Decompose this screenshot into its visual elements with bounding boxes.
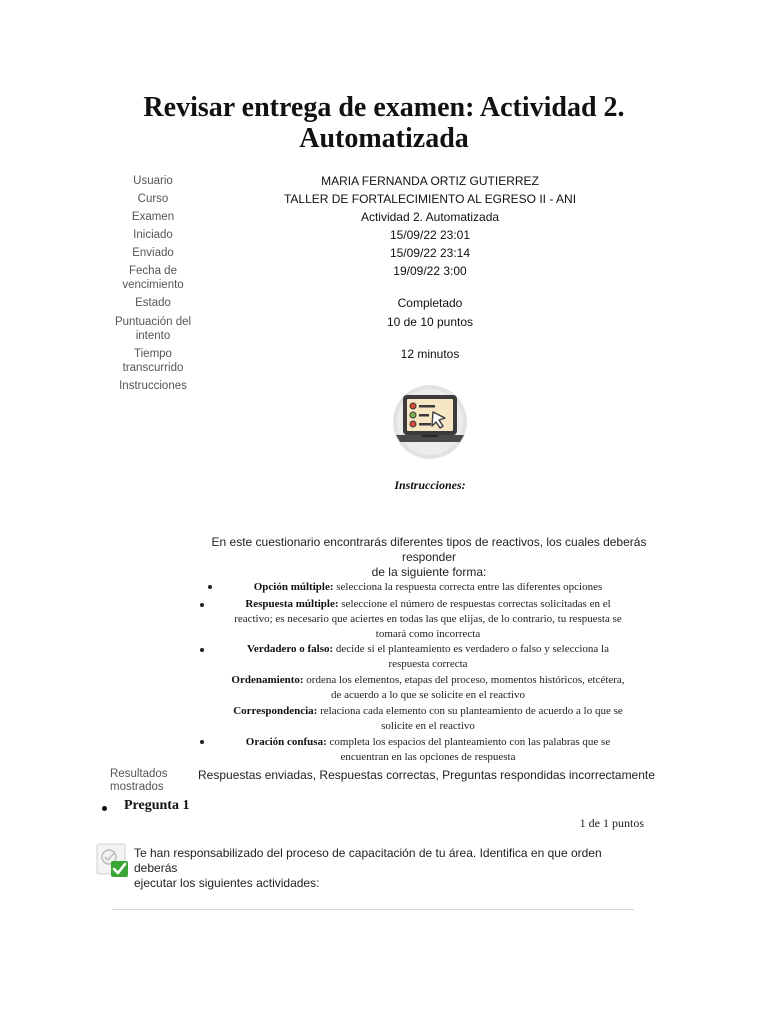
info-value: 10 de 10 puntos xyxy=(386,315,474,329)
info-value: Actividad 2. Automatizada xyxy=(360,210,500,224)
question-title: Pregunta 1 xyxy=(124,798,190,813)
results-value: Respuestas enviadas, Respuestas correctas, Preguntas respondidas incorrectamente xyxy=(198,768,655,782)
instruction-item-verdadero-falso: Verdadero o falso: decide si el planteamiento es verdadero o falso y selecciona la respuesta correcta xyxy=(247,643,609,670)
divider xyxy=(112,909,634,910)
info-label: Estado xyxy=(135,297,171,309)
info-label: Iniciado xyxy=(133,229,173,241)
info-value: 15/09/22 23:14 xyxy=(389,246,471,260)
info-label: Fecha de vencimiento xyxy=(122,265,184,291)
question-points: 1 de 1 puntos xyxy=(579,816,644,830)
info-value: 15/09/22 23:01 xyxy=(389,228,471,242)
bullet-icon xyxy=(102,806,107,811)
instruction-item-ordenamiento: Ordenamiento: ordena los elementos, etapas del proceso, momentos históricos, etcétera, de acuerdo a lo que se solicite en el reactivo xyxy=(231,674,625,701)
info-label: Tiempo transcurrido xyxy=(122,348,184,374)
info-label: Curso xyxy=(137,193,169,205)
info-value: MARIA FERNANDA ORTIZ GUTIERREZ xyxy=(321,174,539,188)
info-label: Puntuación del intento xyxy=(114,316,192,342)
info-label: Examen xyxy=(131,211,175,223)
info-value: 12 minutos xyxy=(400,347,460,361)
question-text: Te han responsabilizado del proceso de capacitación de tu área. Identifica en que orden deberás ejecutar los siguientes actividades: xyxy=(134,846,602,890)
correct-answer-check-icon xyxy=(96,843,130,879)
page-title: Revisar entrega de examen: Actividad 2. Automatizada xyxy=(143,92,625,154)
instruction-item-oracion-confusa: Oración confusa: completa los espacios del planteamiento con las palabras que se encuentran en las opciones de respuesta xyxy=(245,736,611,763)
info-label: Enviado xyxy=(132,247,174,259)
instruction-item-opcion-multiple: Opción múltiple: selecciona la respuesta correcta entre las diferentes opciones xyxy=(253,581,603,593)
laptop-quiz-icon xyxy=(392,382,468,464)
results-label: Resultados mostrados xyxy=(110,768,168,793)
instructions-heading: Instrucciones: xyxy=(394,478,466,492)
info-label: Usuario xyxy=(133,175,173,187)
instruction-item-correspondencia: Correspondencia: relaciona cada elemento con su planteamiento de acuerdo a lo que se solicite en el reactivo xyxy=(233,705,623,732)
instruction-item-respuesta-multiple: Respuesta múltiple: seleccione el número de respuestas correctas solicitadas en el reactivo; es necesario que aciertes en todas las que elijas, de lo contrario, tu respuesta se tomará como incorrecta xyxy=(234,598,622,640)
info-value: TALLER DE FORTALECIMIENTO AL EGRESO II - ANI xyxy=(283,192,577,206)
info-value: Completado xyxy=(397,296,463,310)
info-label: Instrucciones xyxy=(119,380,187,392)
info-value: 19/09/22 3:00 xyxy=(393,264,467,278)
instructions-intro: En este cuestionario encontrarás diferentes tipos de reactivos, los cuales deberás responder de la siguiente forma: xyxy=(211,535,647,579)
